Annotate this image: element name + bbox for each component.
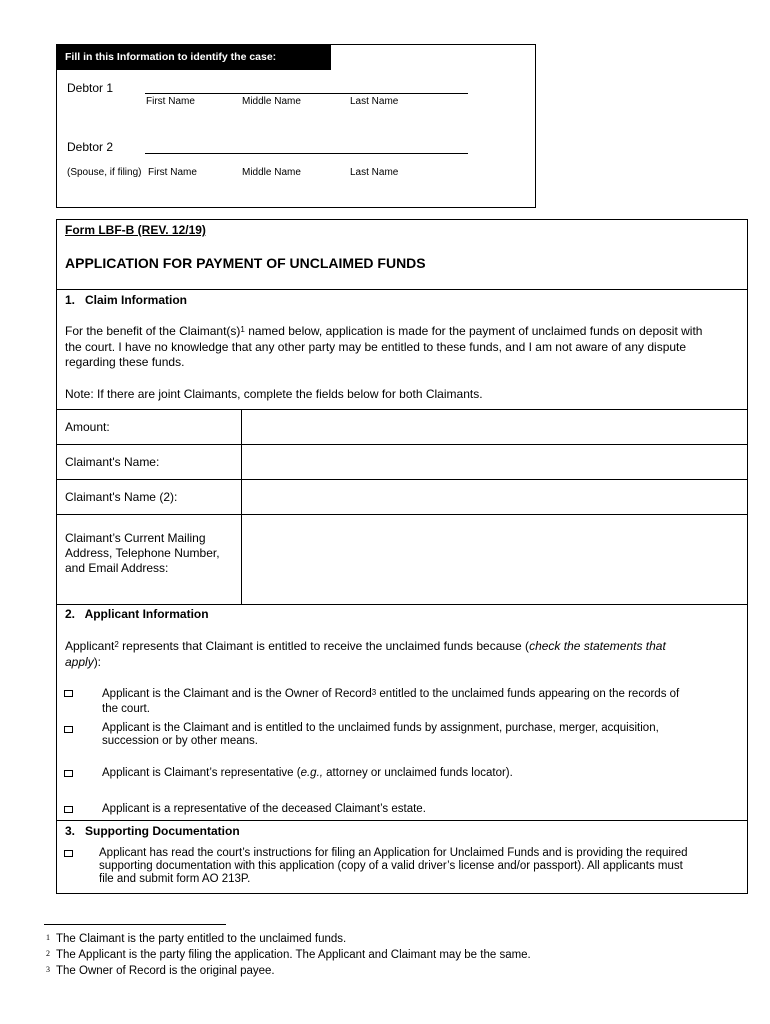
footnote-separator <box>44 924 226 925</box>
section2-intro-line2: apply): <box>65 655 102 669</box>
option1-checkbox[interactable] <box>64 690 73 697</box>
debtor2-label: Debtor 2 <box>67 140 114 154</box>
debtor1-label: Debtor 1 <box>67 81 114 95</box>
form-id: Form LBF-B (REV. 12/19) <box>65 223 206 237</box>
claimant-name2-label: Claimant's Name (2): <box>65 490 178 504</box>
footnote3-number: 3 <box>46 965 50 974</box>
section1-paragraph-line1: For the benefit of the $Claimant(s)^1$ named below, application is made for the payment of unclaimed funds on deposit with <box>65 324 703 338</box>
debtor2-name-field[interactable] <box>145 153 468 154</box>
section2-intro-line1: Applicant$^2$ represents that Claimant is entitled to receive the unclaimed funds because (check the statements that <box>65 639 666 653</box>
divider <box>56 289 748 290</box>
option2-text-line2: succession or by other means. <box>102 735 258 747</box>
option2-text-line1: Applicant is the Claimant and is entitled to the unclaimed funds by assignment, purchase, merger, acquisition, <box>102 722 659 734</box>
debtor2-last-name-label: Last Name <box>350 167 399 178</box>
claimant-name-label: Claimant's Name: <box>65 455 160 469</box>
section3-heading: 3. Supporting Documentation <box>65 824 240 838</box>
divider <box>56 604 748 605</box>
case-info-header: Fill in this Information to identify the case: <box>56 44 331 70</box>
section3-text-line3: file and submit form AO 213P. <box>99 873 251 885</box>
debtor2-first-name-label: First Name <box>148 167 197 178</box>
option4-checkbox[interactable] <box>64 806 73 813</box>
form-title: APPLICATION FOR PAYMENT OF UNCLAIMED FUNDS <box>65 255 426 271</box>
section3-text-line1: Applicant has read the court’s instructions for filing an Application for Unclaimed Funds and is providing the required <box>99 847 688 859</box>
debtor1-last-name-label: Last Name <box>350 96 399 107</box>
debtor1-name-field[interactable] <box>145 93 468 94</box>
footnote2-number: 2 <box>46 949 50 958</box>
option4-text: Applicant is a representative of the deceased Claimant’s estate. <box>102 803 426 815</box>
address-field[interactable] <box>242 515 747 604</box>
footnote3-text: The Owner of Record is the original payee. <box>56 965 275 977</box>
footnote1-number: 1 <box>46 933 50 942</box>
debtor1-first-name-label: First Name <box>146 96 195 107</box>
supporting-docs-checkbox[interactable] <box>64 850 73 857</box>
address-label-line3: and Email Address: <box>65 561 169 575</box>
option3-text: Applicant is Claimant’s representative (e.g., attorney or unclaimed funds locator). <box>102 767 513 779</box>
address-label-line1: Claimant’s Current Mailing <box>65 531 206 545</box>
option1-text-line2: the court. <box>102 703 150 715</box>
amount-label: Amount: <box>65 420 110 434</box>
debtor1-middle-name-label: Middle Name <box>242 96 301 107</box>
debtor2-middle-name-label: Middle Name <box>242 167 301 178</box>
section3-text-line2: supporting documentation with this application (copy of a valid driver’s license and/or passport). All applicants must <box>99 860 683 872</box>
claimant-name-field[interactable] <box>242 445 747 479</box>
option1-text-line1: Applicant is the Claimant and is the Owner of Record$^3$ entitled to the unclaimed funds appearing on the records of <box>102 688 680 700</box>
section1-heading: 1. Claim Information <box>65 293 188 307</box>
section1-paragraph-line2: the court. I have no knowledge that any other party may be entitled to these funds, and I am not aware of any dispute <box>65 340 687 354</box>
debtor2-spouse-label: (Spouse, if filing) <box>67 167 142 178</box>
footnote1-text: The Claimant is the party entitled to the unclaimed funds. <box>56 933 347 945</box>
divider <box>56 820 748 821</box>
footnote2-text: The Applicant is the party filing the application. The Applicant and Claimant may be the same. <box>56 949 531 961</box>
amount-field[interactable] <box>242 410 747 444</box>
claimant-name2-field[interactable] <box>242 480 747 514</box>
option3-checkbox[interactable] <box>64 770 73 777</box>
address-label-line2: Address, Telephone Number, <box>65 546 220 560</box>
option2-checkbox[interactable] <box>64 726 73 733</box>
section2-heading: 2. Applicant Information <box>65 607 209 621</box>
section1-paragraph-line3: regarding these funds. <box>65 355 185 369</box>
section1-note: Note: If there are joint Claimants, complete the fields below for both Claimants. <box>65 387 483 401</box>
